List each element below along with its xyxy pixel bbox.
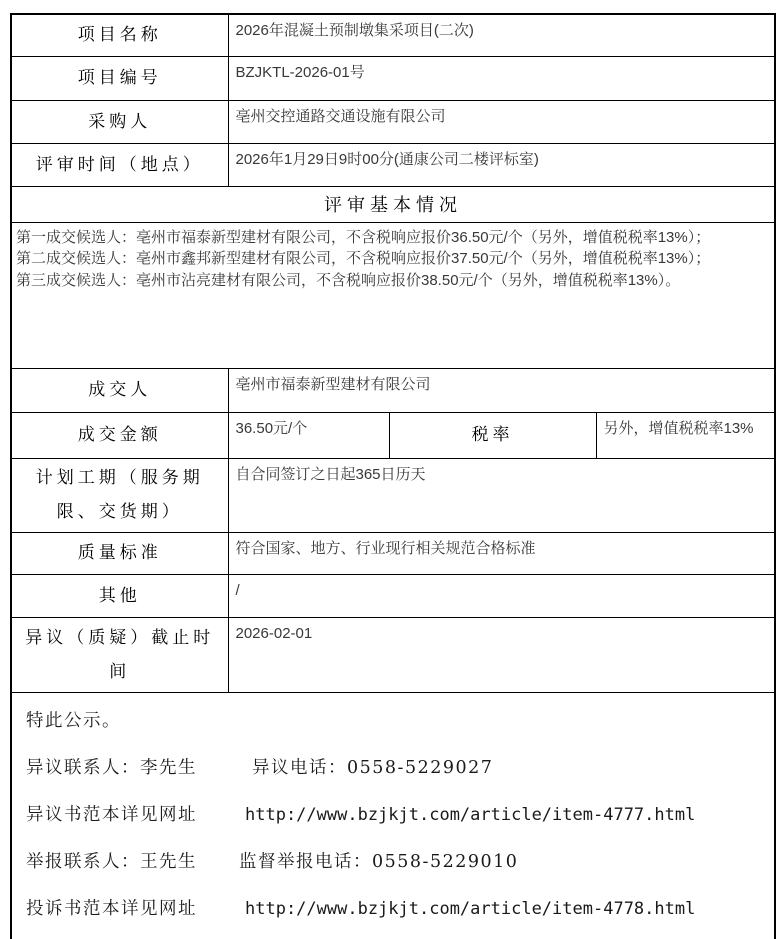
row-winner	[11, 368, 775, 412]
announcement-table	[10, 13, 776, 939]
row-duration	[11, 458, 775, 532]
purchaser-value: 亳州交控通路交通设施有限公司	[228, 100, 775, 143]
candidate-line-1: 第一成交候选人：亳州市福泰新型建材有限公司，不含税响应报价36.50元/个（另外，增值税税率13%）；	[16, 228, 711, 246]
report-contact-name: 举报联系人：王先生	[26, 851, 197, 872]
candidate-line-2: 第二成交候选人：亳州市鑫邦新型建材有限公司，不含税响应报价37.50元/个（另外，增值税税率13%）；	[16, 250, 711, 267]
objection-template-url: http://www.bzjkjt.com/article/item-4777.html	[245, 804, 696, 825]
quality-label: 质量标准	[11, 532, 228, 574]
complaint-template-label: 投诉书范本详见网址	[26, 898, 197, 919]
row-amount	[11, 412, 775, 458]
row-project-number	[11, 56, 775, 100]
objection-deadline-label: 异议（质疑）截止时间	[11, 617, 228, 692]
complaint-template-url: http://www.bzjkjt.com/article/item-4778.html	[245, 898, 696, 919]
row-footer	[11, 692, 775, 939]
row-candidates	[11, 222, 775, 368]
project-number-label: 项目编号	[11, 56, 228, 100]
notice-text: 特此公示。	[26, 710, 121, 731]
objection-template-label: 异议书范本详见网址	[26, 804, 197, 825]
objection-template-line	[26, 803, 760, 827]
other-label: 其他	[11, 574, 228, 617]
winner-value: 亳州市福泰新型建材有限公司	[228, 368, 775, 412]
review-time-label: 评审时间（地点）	[11, 143, 228, 186]
duration-label: 计划工期（服务期限、交货期）	[11, 458, 228, 532]
row-section-header	[11, 186, 775, 222]
tax-rate-value: 另外，增值税税率13%	[596, 412, 775, 458]
project-number-value: BZJKTL-2026-01号	[228, 56, 775, 100]
report-phone: 监督举报电话：0558-5229010	[239, 851, 519, 872]
row-objection-deadline	[11, 617, 775, 692]
footer-cell	[11, 692, 775, 939]
project-name-label: 项目名称	[11, 14, 228, 56]
candidate-line-3: 第三成交候选人：亳州市沾亮建材有限公司，不含税响应报价38.50元/个（另外，增值税税率13%）。	[16, 271, 681, 289]
purchaser-label: 采购人	[11, 100, 228, 143]
duration-value: 自合同签订之日起365日历天	[228, 458, 775, 532]
review-time-value: 2026年1月29日9时00分(通康公司二楼评标室)	[228, 143, 775, 186]
winner-label: 成交人	[11, 368, 228, 412]
row-purchaser	[11, 100, 775, 143]
row-project-name	[11, 14, 775, 56]
amount-value: 36.50元/个	[228, 412, 389, 458]
quality-value: 符合国家、地方、行业现行相关规范合格标准	[228, 532, 775, 574]
row-other	[11, 574, 775, 617]
row-quality	[11, 532, 775, 574]
objection-deadline-value: 2026-02-01	[228, 617, 775, 692]
section-title: 评审基本情况	[11, 186, 775, 222]
other-value: /	[228, 574, 775, 617]
objection-contact-line	[26, 756, 760, 780]
objection-contact-name: 异议联系人：李先生	[26, 757, 197, 778]
complaint-template-line	[26, 897, 760, 921]
candidates-cell	[11, 222, 775, 368]
tax-rate-label: 税率	[389, 412, 596, 458]
amount-label: 成交金额	[11, 412, 228, 458]
row-review-time	[11, 143, 775, 186]
objection-phone: 异议电话：0558-5229027	[252, 757, 494, 778]
project-name-value: 2026年混凝土预制墩集采项目(二次)	[228, 14, 775, 56]
report-contact-line	[26, 850, 760, 874]
